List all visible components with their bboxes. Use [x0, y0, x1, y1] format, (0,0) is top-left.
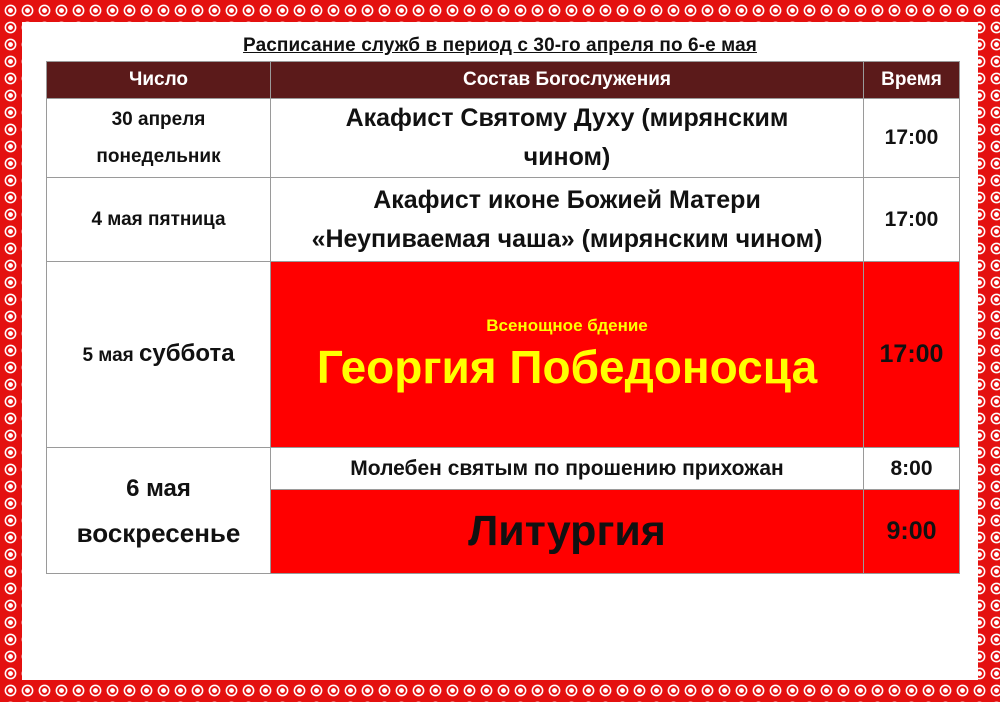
date-cell — [47, 262, 271, 448]
service-cell-highlight: Литургия — [271, 490, 864, 574]
date-text: 5 мая — [82, 345, 140, 366]
service-cell-highlight — [271, 262, 864, 448]
service-feast-name: Георгия Победоносца — [316, 340, 818, 393]
table-row — [47, 448, 960, 490]
table-row — [47, 99, 960, 178]
time-cell: 17:00 — [864, 178, 960, 262]
weekday-line: понедельник — [96, 146, 221, 167]
date-cell — [47, 448, 271, 574]
table-row — [47, 178, 960, 262]
time-cell: 8:00 — [864, 448, 960, 490]
service-cell — [271, 99, 864, 178]
date-cell — [47, 99, 271, 178]
date-line: 6 мая — [126, 474, 191, 502]
header-row — [47, 62, 960, 99]
service-subtitle: Всенощное бдение — [486, 315, 648, 335]
time-cell: 17:00 — [864, 99, 960, 178]
time-cell-highlight: 9:00 — [864, 490, 960, 574]
date-line: 30 апреля — [111, 109, 206, 130]
weekday-line: воскресенье — [76, 517, 241, 548]
header-time: Время — [864, 62, 960, 99]
service-cell — [271, 178, 864, 262]
time-cell-highlight: 17:00 — [864, 262, 960, 448]
header-date: Число — [47, 62, 271, 99]
service-line: Акафист иконе Божией Матери — [373, 185, 761, 214]
service-text: Акафист Святому Духу (мирянским чином) — [345, 104, 789, 171]
date-cell: 4 мая пятница — [47, 178, 271, 262]
header-service: Состав Богослужения — [271, 62, 864, 99]
service-line: «Неупиваемая чаша» (мирянским чином) — [311, 224, 823, 253]
table-row — [47, 262, 960, 448]
page-title: Расписание служб в период с 30-го апреля по 6-е мая — [243, 35, 757, 56]
weekday-text: суббота — [139, 340, 235, 367]
service-cell: Молебен святым по прошению прихожан — [271, 448, 864, 490]
schedule-table — [46, 61, 960, 574]
